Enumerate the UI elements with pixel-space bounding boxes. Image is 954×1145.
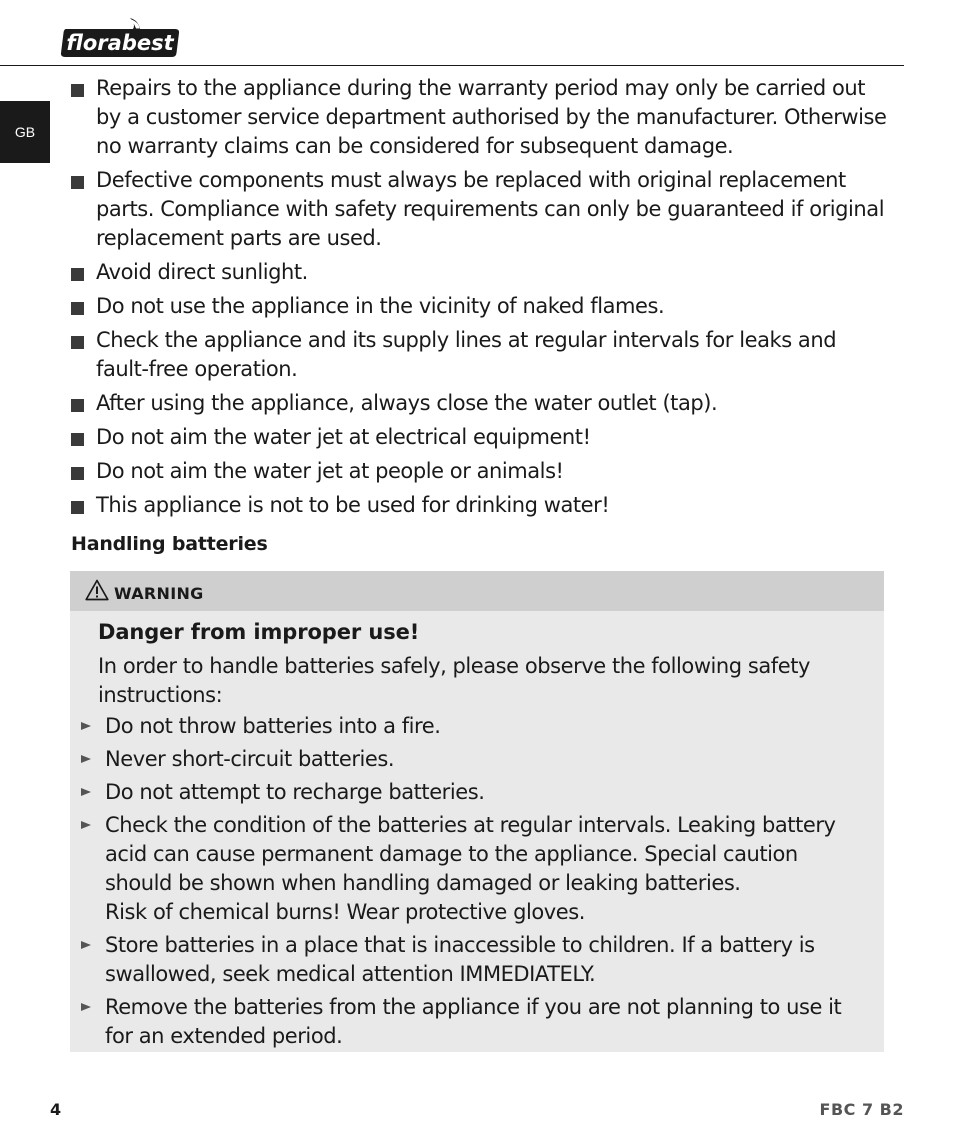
list-item <box>70 326 890 384</box>
list-item <box>79 931 859 989</box>
list-item <box>70 457 890 486</box>
instruction-text-continued: Risk of chemical burns! Wear protective gloves. <box>105 900 585 924</box>
list-item <box>70 258 890 287</box>
list-item <box>79 712 859 741</box>
model-code: FBC 7 B2 <box>819 1100 904 1119</box>
instruction-text: Remove the batteries from the appliance if you are not planning to use it for an extended period. <box>105 995 842 1048</box>
list-item <box>70 491 890 520</box>
list-item <box>70 389 890 418</box>
arrow-bullet-icon <box>81 1003 91 1011</box>
square-bullet-icon <box>71 467 84 480</box>
bullet-text: Do not aim the water jet at electrical equipment! <box>96 425 591 449</box>
warning-intro: In order to handle batteries safely, please observe the following safety instructions: <box>98 654 810 707</box>
instruction-text: Never short-circuit batteries. <box>105 747 395 771</box>
bullet-text: After using the appliance, always close the water outlet (tap). <box>96 391 718 415</box>
square-bullet-icon <box>71 176 84 189</box>
list-item <box>79 811 859 927</box>
bullet-text: Do not use the appliance in the vicinity of naked flames. <box>96 294 665 318</box>
list-item <box>79 993 859 1051</box>
safety-bullet-list <box>70 74 890 525</box>
list-item <box>79 778 859 807</box>
bullet-text: Check the appliance and its supply lines at regular intervals for leaks and fault-free operation. <box>96 328 837 381</box>
instruction-text: Store batteries in a place that is inaccessible to children. If a battery is swallowed, seek medical attention IMMEDIATELY. <box>105 933 815 986</box>
bullet-text: Avoid direct sunlight. <box>96 260 308 284</box>
language-tab <box>0 101 50 163</box>
arrow-bullet-icon <box>81 722 91 730</box>
square-bullet-icon <box>71 84 84 97</box>
section-heading: Handling batteries <box>71 533 268 555</box>
bullet-text: Do not aim the water jet at people or animals! <box>96 459 564 483</box>
instruction-text: Do not attempt to recharge batteries. <box>105 780 485 804</box>
list-item <box>79 745 859 774</box>
list-item <box>70 74 890 161</box>
arrow-bullet-icon <box>81 941 91 949</box>
instruction-text: Do not throw batteries into a fire. <box>105 714 441 738</box>
warning-triangle-icon <box>85 579 109 601</box>
square-bullet-icon <box>71 501 84 514</box>
square-bullet-icon <box>71 433 84 446</box>
bullet-text: Defective components must always be replaced with original replacement parts. Compliance with safety requirements can only be guaranteed if original replacement parts are used. <box>96 168 885 250</box>
square-bullet-icon <box>71 302 84 315</box>
square-bullet-icon <box>71 399 84 412</box>
language-tab-label: GB <box>14 124 36 140</box>
list-item <box>70 166 890 253</box>
warning-header <box>70 571 884 611</box>
arrow-bullet-icon <box>81 821 91 829</box>
list-item <box>70 292 890 321</box>
square-bullet-icon <box>71 268 84 281</box>
list-item <box>70 423 890 452</box>
florabest-logo <box>60 16 180 60</box>
instruction-text: Check the condition of the batteries at regular intervals. Leaking battery acid can cause permanent damage to the appliance. Special caution should be shown when handling damaged or leaking batteries. <box>105 813 836 895</box>
warning-label: WARNING <box>114 584 204 603</box>
header-rule <box>0 65 904 66</box>
page-number: 4 <box>50 1100 62 1119</box>
arrow-bullet-icon <box>81 755 91 763</box>
square-bullet-icon <box>71 336 84 349</box>
battery-instructions-list <box>79 712 859 1055</box>
danger-title: Danger from improper use! <box>98 620 420 644</box>
svg-text:florabest: florabest <box>66 31 174 55</box>
bullet-text: Repairs to the appliance during the warranty period may only be carried out by a customer service department authorised by the manufacturer. Otherwise no warranty claims can be considered for subsequent damage. <box>96 76 887 158</box>
bullet-text: This appliance is not to be used for drinking water! <box>96 493 610 517</box>
arrow-bullet-icon <box>81 788 91 796</box>
warning-box <box>70 571 884 1052</box>
